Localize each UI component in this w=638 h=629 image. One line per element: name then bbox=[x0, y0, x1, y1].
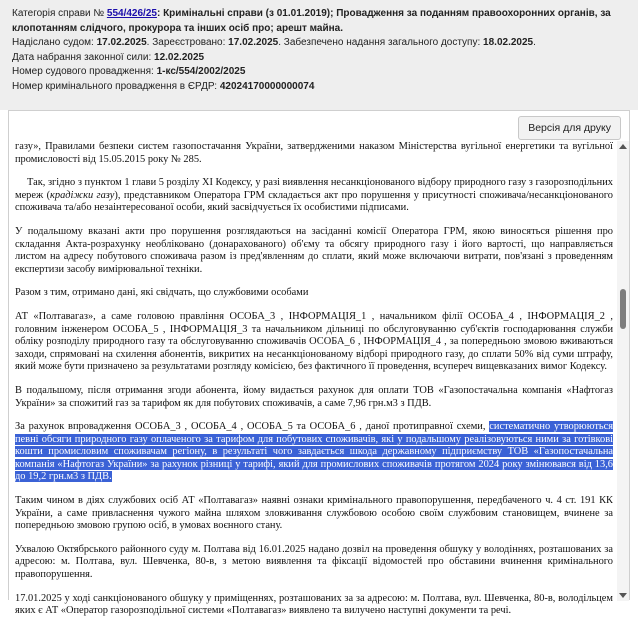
doc-paragraph: 17.01.2025 у ході санкціонованого обшуку у приміщеннях, розташованих за за адресою: м. Полтава, вул. Шевченка, 80-в, володільцем яких є АТ «Оператор газорозподільної системи «Полтавагаз» виявлено та вилучено наступні документи та речі. bbox=[15, 592, 613, 617]
doc-paragraph: Так, згідно з пунктом 1 глави 5 розділу XI Кодексу, у разі виявлення несанкціонованого відбору природного газу з газорозподільних мереж (крадіжки газу), представником Оператора ГРМ складається акт про порушення у присутності споживача/несанкціонованого споживача та/або незаінтересованої особи, який засвідчується їх особистими підписами. bbox=[15, 177, 614, 214]
doc-paragraph: В подальшому, після отримання згоди абонента, йому видається рахунок для оплати ТОВ «Газопостачальна компанія «Нафтогаз України» за спожитий газ за тарифом як для побутових споживачів, а саме 7,96 грн.м3 з ПДВ. bbox=[15, 384, 613, 409]
doc-paragraph: АТ «Полтавагаз», а саме головою правління ОСОБА_3 , ІНФОРМАЦІЯ_1 , начальником філії ОСОБА_4 , ІНФОРМАЦІЯ_2 , головним інженером ОСОБА_5 , ІНФОРМАЦІЯ_3 та начальником дільниці по обслуговуванню суб'єктів господарювання служби обліку розподілу природного газу та обслуговуванню споживачів ОСОБА_6 , ІНФОРМАЦІЯ_4 , за попередньою змовою вживаються заходи, спрямовані на схилення абонентів, викритих на несанкціонованому відборі природного газу, до сплати 50% від суми штрафу, який може бути призначено за результатами розгляду комісією, без фактичного її проведення, всупереч вищевказаних вимог Кодексу. bbox=[15, 310, 613, 373]
print-version-button[interactable]: Версія для друку bbox=[518, 116, 621, 140]
document-panel bbox=[8, 110, 630, 617]
proceeding-number-row: Номер судового провадження: 1-кс/554/2002/2025 bbox=[12, 66, 246, 78]
doc-paragraph: Таким чином в діях службових осіб АТ «Полтавагаз» наявні ознаки кримінального правопорушення, передбаченого ч. 4 ст. 191 КК України, а саме привласнення чужого майна шляхом зловживання службовою особою своїм службовим становищем, вчинене за попередньою змовою групою осіб, в умовах воєнного стану. bbox=[15, 495, 613, 532]
scrollbar-thumb[interactable] bbox=[620, 289, 626, 329]
scroll-up-arrow-icon[interactable] bbox=[619, 144, 627, 149]
doc-paragraph: У подальшому вказані акти про порушення розглядаються на засіданні комісії Оператора ГРМ, якою виносяться рішення про складання Акта-розрахунку необліковано (донарахованого) об'єму та обсягу природного газу і його вартості, що направляється листом на адресу побутового споживача разом із пред'явленням до сплати, який може включаючи витрати, пов'язані з проведенням експертизи засобу вимірювальної техніки. bbox=[15, 225, 613, 275]
doc-paragraph: Разом з тим, отримано дані, які свідчать, що службовими особами bbox=[15, 287, 309, 299]
document-text-area[interactable] bbox=[9, 141, 617, 617]
case-info-header bbox=[0, 0, 638, 102]
doc-paragraph: газу», Правилами безпеки систем газопостачання України, затвердженими наказом Міністерства вугільної енергетики та вугільної промисловості від 15.05.2015 року № 285. bbox=[15, 141, 613, 165]
effective-date-row: Дата набрання законної сили: 12.02.2025 bbox=[12, 51, 205, 63]
criminal-number-row: Номер кримінального провадження в ЄРДР: 42024170000000074 bbox=[12, 80, 315, 92]
case-category-row: Категорія справи № 554/426/25: Кримінальні справи (з 01.01.2019); Провадження за поданням правоохоронних органів, за клопотанням слідчого, прокурора та інших осіб про; арешт майна. bbox=[12, 8, 611, 34]
doc-paragraph: За рахунок впровадження ОСОБА_3 , ОСОБА_4 , ОСОБА_5 та ОСОБА_6 , даної протиправної схеми, систематично утворюються певні обсяги природного газу оплаченого за тарифом для побутових споживачів, які у подальшому реалізовуються ними за готівкові кошти промисловим споживачам регіону, в результаті чого завдається шкода державному підприємству ТОВ «Газопостачальна компанія «Нафтогаз України» за рахунок різниці у тарифі, який для промислових споживачів протягом 2024 року змінювався від 13,6 до 19,2 грн.м3 з ПДВ. bbox=[15, 421, 613, 483]
case-number-link[interactable]: 554/426/25 bbox=[106, 8, 157, 19]
selected-text[interactable]: систематично утворюються певні обсяги природного газу оплаченого за тарифом для побутових споживачів, які у подальшому реалізовуються ними за готівкові кошти промисловим споживачам регіону, в результаті чого завдається шкода державному підприємству ТОВ «Газопостачальна компанія «Нафтогаз України» за рахунок різниці у тарифі, який для промислових споживачів протягом 2024 року змінювався від 13,6 до 19,2 грн.м3 з ПДВ. bbox=[15, 421, 613, 483]
scroll-down-arrow-icon[interactable] bbox=[619, 593, 627, 598]
document-scrollbar[interactable] bbox=[617, 141, 629, 601]
doc-paragraph: Ухвалою Октябрського районного суду м. Полтава від 16.01.2025 надано дозвіл на проведення обшуку у володіннях, розташованих за адресою: м. Полтава, вул. Шевченка, 80-в, з метою виявлення та фіксації відомостей про обставини вчинення кримінального правопорушення. bbox=[15, 543, 613, 581]
case-dates-row: Надіслано судом: 17.02.2025. Зареєстровано: 17.02.2025. Забезпечено надання загального доступу: 18.02.2025. bbox=[12, 37, 536, 49]
case-category-value: Кримінальні справи (з 01.01.2019); Провадження за поданням правоохоронних органів, за клопотанням слідчого, прокурора та інших осіб про; арешт майна. bbox=[12, 8, 611, 34]
header-separator bbox=[0, 102, 638, 110]
